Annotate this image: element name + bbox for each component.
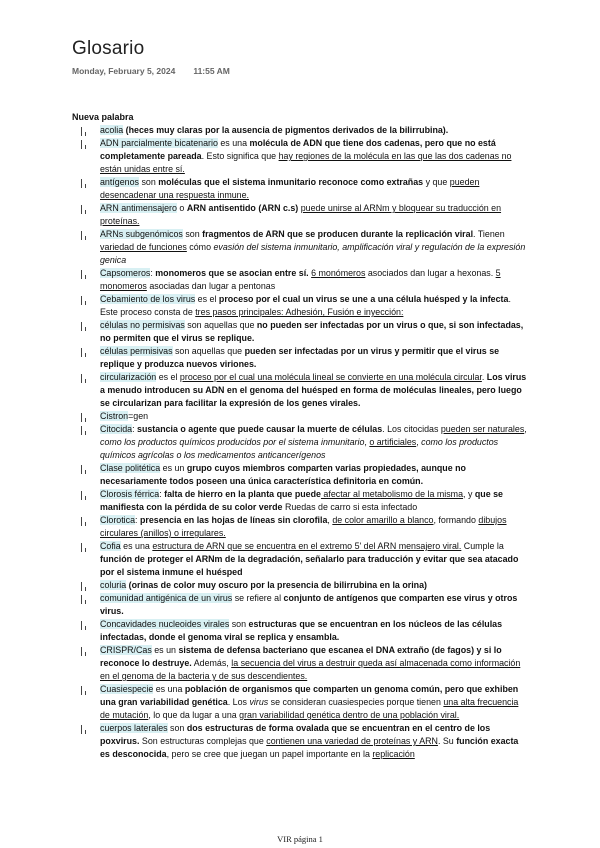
checkbox-bullet-icon[interactable]	[81, 230, 88, 240]
definition-text: cómo	[186, 242, 214, 252]
definition-text: , lo que da lugar a una	[148, 710, 240, 720]
definition-text: es una	[217, 138, 250, 148]
definition-text: . Los	[227, 697, 250, 707]
definition-text: son aquellas que	[184, 320, 257, 330]
glossary-entry	[80, 124, 530, 137]
definition-text: es una	[120, 541, 153, 551]
definition-text: población de organismos que comparten un genoma común, pero que exhiben una gran variabilidad genética	[100, 684, 519, 707]
definition-text: sustancia o agente que puede causar la muerte de células	[137, 424, 383, 434]
definition-text: como los productos químicos agrícolas o los medicamentos anticancerígenos	[100, 437, 499, 460]
definition-text: no pueden ser infectadas por un virus o que, si son infectadas, no permiten que el virus se replique.	[100, 320, 524, 343]
definition-text: como los productos químicos producidos por el sistema inmunitario	[100, 437, 365, 447]
definition-text: . Su	[437, 736, 457, 746]
definition-text: variedad de funciones	[100, 242, 187, 252]
glossary-entry	[80, 540, 530, 579]
note-time: 11:55 AM	[193, 66, 230, 76]
glossary-list	[80, 124, 530, 761]
definition-text: :	[150, 268, 156, 278]
definition-text: es un	[151, 645, 179, 655]
definition-text: asociadas dan lugar a pentonas	[146, 281, 276, 291]
definition-text: es el	[195, 294, 219, 304]
checkbox-bullet-icon[interactable]	[81, 269, 88, 279]
section-heading: Nueva palabra	[72, 112, 134, 122]
glossary-term: Cistron	[100, 411, 129, 421]
glossary-entry	[80, 579, 530, 592]
checkbox-bullet-icon[interactable]	[81, 139, 88, 149]
definition-text: son	[182, 229, 203, 239]
definition-text: :	[132, 424, 138, 434]
checkbox-bullet-icon[interactable]	[81, 620, 88, 630]
checkbox-bullet-icon[interactable]	[81, 594, 88, 604]
definition-text: . Esto significa que	[201, 151, 279, 161]
definition-text: son aquellas que	[172, 346, 245, 356]
glossary-entry	[80, 202, 530, 228]
note-timestamp	[72, 66, 230, 76]
glossary-term: ARNs subgenómicos	[100, 229, 183, 239]
definition-text: ARN antisentido (ARN c.s)	[186, 203, 299, 213]
definition-text: de color amarillo a blanco	[332, 515, 434, 525]
definition-text: (orinas de color muy oscuro por la presencia de bilirrubina en la orina)	[126, 580, 427, 590]
definition-text: 6 monómeros	[311, 268, 366, 278]
definition-text: ,	[327, 515, 333, 525]
definition-text: falta de hierro en la planta que puede	[164, 489, 321, 499]
definition-text: la secuencia del virus a destruir queda así almacenada como información en el genoma de la bacteria y de sus descendientes.	[100, 658, 521, 681]
definition-text: o	[176, 203, 187, 213]
definition-text: , pero se cree que juegan un papel importante en la	[166, 749, 373, 759]
glossary-term: CRISPR/Cas	[100, 645, 152, 655]
definition-text: pueden ser naturales	[440, 424, 525, 434]
glossary-term: Cofia	[100, 541, 121, 551]
definition-text: Además,	[191, 658, 232, 668]
glossary-entry	[80, 722, 530, 761]
definition-text: .	[481, 372, 487, 382]
glossary-entry	[80, 319, 530, 345]
definition-text: una alta frecuencia de mutación	[100, 697, 519, 720]
glossary-entry	[80, 228, 530, 267]
glossary-term: antígenos	[100, 177, 139, 187]
glossary-term: Clorotica	[100, 515, 136, 525]
definition-text: puede unirse al ARNm y bloquear su traducción en proteínas.	[100, 203, 502, 226]
definition-text: se consideran cuasiespecies porque tienen	[268, 697, 444, 707]
definition-text: estructura de ARN que se encuentra en el extremo 5' del ARN mensajero viral.	[152, 541, 462, 551]
glossary-term: Clase politética	[100, 463, 161, 473]
definition-text: replicación	[372, 749, 415, 759]
definition-text: es el	[156, 372, 180, 382]
definition-text: afectar al metabolismo de la misma	[320, 489, 464, 499]
glossary-entry	[80, 267, 530, 293]
definition-text: proceso por el cual un virus se une a una célula huésped y la infecta	[218, 294, 509, 304]
definition-text: ,	[416, 437, 422, 447]
checkbox-bullet-icon[interactable]	[81, 542, 88, 552]
page-title: Glosario	[72, 38, 145, 59]
glossary-term: coluria	[100, 580, 127, 590]
definition-text: conjunto de antígenos que comparten ese virus y otros virus.	[100, 593, 518, 616]
definition-text: función exacta es desconocida	[100, 736, 519, 759]
checkbox-bullet-icon[interactable]	[81, 581, 88, 591]
checkbox-bullet-icon[interactable]	[81, 412, 88, 422]
definition-text: moléculas que el sistema inmunitario reconoce como extrañas	[158, 177, 424, 187]
definition-text: o artificiales	[369, 437, 417, 447]
definition-text: Ruedas de carro si esta infectado	[282, 502, 418, 512]
definition-text: proceso por el cual una molécula lineal se convierte en una molécula circular	[179, 372, 482, 382]
definition-text: tres pasos principales: Adhesión, Fusión e inyección:	[195, 307, 404, 317]
definition-text: dos estructuras de forma ovalada que se encuentran en el centro de los poxvirus.	[100, 723, 491, 746]
definition-text: :	[135, 515, 140, 525]
checkbox-bullet-icon[interactable]	[81, 126, 88, 136]
definition-text: que se manifiesta con la pérdida de su color verde	[100, 489, 503, 512]
definition-text: pueden ser infectadas por un virus y permitir que el virus se replique y produzca nuevos viriones.	[100, 346, 500, 369]
glossary-term: Capsomeros	[100, 268, 151, 278]
glossary-entry	[80, 488, 530, 514]
definition-text: ,	[364, 437, 370, 447]
glossary-term: ARN antimensajero	[100, 203, 177, 213]
definition-text: gran variabilidad genética dentro de una población viral.	[239, 710, 460, 720]
glossary-entry	[80, 423, 530, 462]
definition-text: molécula de ADN que tiene dos cadenas, pero que no está completamente pareada	[100, 138, 496, 161]
checkbox-bullet-icon[interactable]	[81, 646, 88, 656]
definition-text: pueden desencadenar una respuesta inmune.	[100, 177, 480, 200]
definition-text: . Tienen	[473, 229, 505, 239]
checkbox-bullet-icon[interactable]	[81, 685, 88, 695]
checkbox-bullet-icon[interactable]	[81, 516, 88, 526]
definition-text: evasión del sistema inmunitario, amplificación viral y regulación de la expresión genica	[100, 242, 526, 265]
glossary-entry	[80, 644, 530, 683]
definition-text: sistema de defensa bacteriano que escanea el DNA extraño (de fagos) y si lo reconoce lo destruye.	[100, 645, 502, 668]
definition-text: grupo cuyos miembros comparten varias propiedades, aunque no necesariamente todos poseen una única característica definitoria en común.	[100, 463, 466, 486]
glossary-term: Concavidades nucleoides virales	[100, 619, 230, 629]
definition-text: ,	[524, 424, 527, 434]
definition-text: , formando	[433, 515, 479, 525]
checkbox-bullet-icon[interactable]	[81, 425, 88, 435]
definition-text: dibujos circulares (anillos) o irregulares.	[100, 515, 507, 538]
definition-text: , y	[463, 489, 475, 499]
definition-text: es una	[153, 684, 185, 694]
definition-text: 5 monomeros	[100, 268, 501, 291]
glossary-entry	[80, 371, 530, 410]
definition-text: Los virus a menudo introducen su ADN en el genoma del huésped en forma de moléculas lineales, pero luego se circularizan para facilitar la expresión de los genes virales.	[100, 372, 527, 408]
glossary-entry	[80, 683, 530, 722]
glossary-entry	[80, 592, 530, 618]
glossary-entry	[80, 514, 530, 540]
definition-text: función de proteger el ARNm de la degradación, señalarlo para traducción y evitar que sea atacado por el sistema inmune el huésped	[100, 554, 519, 577]
glossary-term: circularización	[100, 372, 157, 382]
glossary-term: comunidad antigénica de un virus	[100, 593, 233, 603]
definition-text: es un	[160, 463, 187, 473]
definition-text: estructuras que se encuentran en los núcleos de las células infectadas, donde el genoma viral se replica y ensambla.	[100, 619, 503, 642]
glossary-entry	[80, 293, 530, 319]
glossary-entry	[80, 618, 530, 644]
checkbox-bullet-icon[interactable]	[81, 464, 88, 474]
definition-text: virus	[249, 697, 269, 707]
note-date: Monday, February 5, 2024	[72, 66, 176, 76]
glossary-term: ADN parcialmente bicatenario	[100, 138, 218, 148]
checkbox-bullet-icon[interactable]	[81, 347, 88, 357]
checkbox-bullet-icon[interactable]	[81, 204, 88, 214]
glossary-entry	[80, 137, 530, 176]
checkbox-bullet-icon[interactable]	[81, 490, 88, 500]
definition-text: asociados dan lugar a hexonas.	[365, 268, 496, 278]
definition-text: :	[159, 489, 165, 499]
checkbox-bullet-icon[interactable]	[81, 178, 88, 188]
definition-text: . Los citocidas	[382, 424, 441, 434]
definition-text: son	[138, 177, 159, 187]
glossary-entry	[80, 176, 530, 202]
definition-text: presencia en las hojas de líneas sin clorofila	[139, 515, 328, 525]
definition-text: y que	[423, 177, 450, 187]
glossary-entry	[80, 462, 530, 488]
definition-text: Cumple la	[461, 541, 504, 551]
checkbox-bullet-icon[interactable]	[81, 373, 88, 383]
definition-text: =gen	[128, 411, 149, 421]
glossary-entry	[80, 345, 530, 371]
checkbox-bullet-icon[interactable]	[81, 321, 88, 331]
glossary-term: Cuasiespecie	[100, 684, 154, 694]
definition-text: se refiere al	[232, 593, 284, 603]
definition-text: contienen una variedad de proteínas y ARN	[266, 736, 438, 746]
glossary-term: células no permisivas	[100, 320, 185, 330]
glossary-term: Citocida	[100, 424, 133, 434]
definition-text: fragmentos de ARN que se producen durante la replicación viral	[202, 229, 474, 239]
checkbox-bullet-icon[interactable]	[81, 295, 88, 305]
definition-text: monomeros que se asocian entre sí.	[155, 268, 309, 278]
page-footer: VIR página 1	[277, 834, 323, 844]
definition-text: Son estructuras complejas que	[139, 736, 267, 746]
glossary-term: Cebamiento de los virus	[100, 294, 196, 304]
checkbox-bullet-icon[interactable]	[81, 724, 88, 734]
definition-text: son	[229, 619, 249, 629]
glossary-entry	[80, 410, 530, 423]
glossary-term: cuerpos laterales	[100, 723, 168, 733]
glossary-term: acolia	[100, 125, 124, 135]
definition-text: son	[167, 723, 187, 733]
definition-text: (heces muy claras por la ausencia de pigmentos derivados de la bilirrubina).	[123, 125, 449, 135]
definition-text: . Este proceso consta de	[100, 294, 511, 317]
glossary-term: células permisivas	[100, 346, 173, 356]
glossary-term: Clorosis férrica	[100, 489, 160, 499]
definition-text: hay regiones de la molécula en las que las dos cadenas no están unidas entre sí.	[100, 151, 512, 174]
